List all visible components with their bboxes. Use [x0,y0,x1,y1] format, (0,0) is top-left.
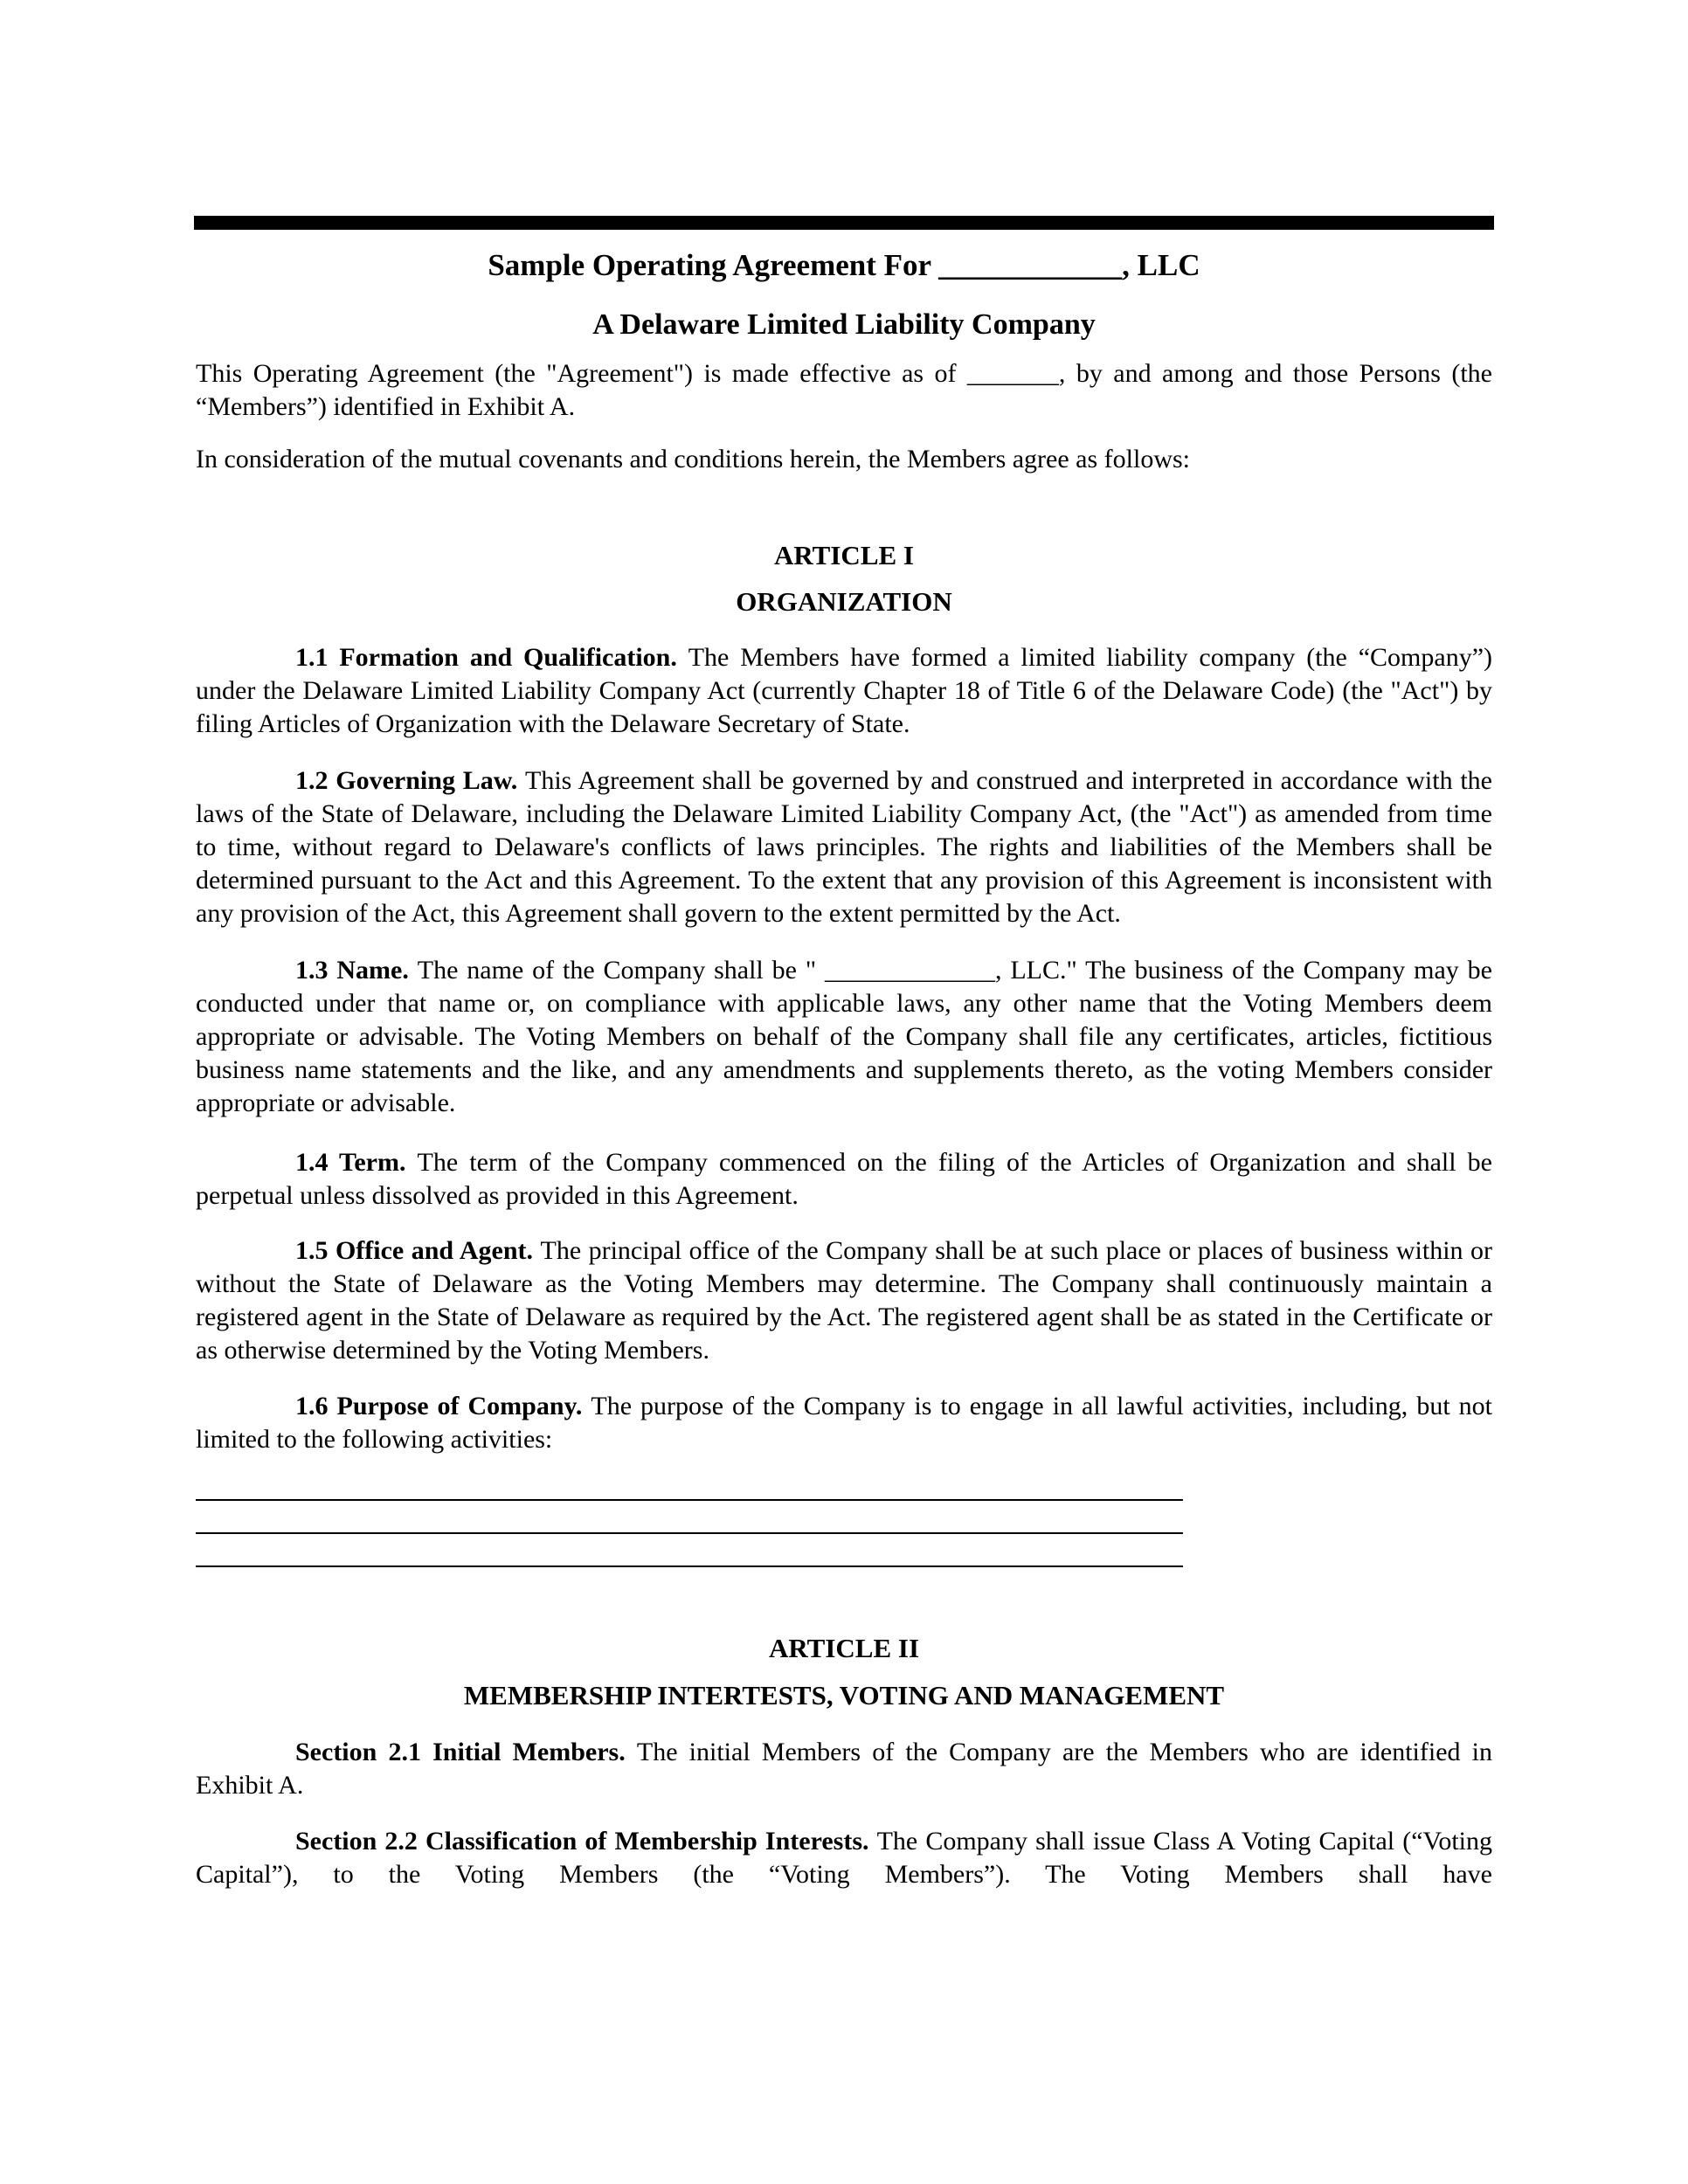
section-1-2-paragraph [196,764,1492,930]
section-1-1-label: 1.1 Formation and Qualification. [295,643,688,672]
section-2-2-text: The Company shall issue Class A Voting Capital (“Voting Capital”), to the Voting Members (the “Voting Members”). The Voting Members shall have [196,1827,1493,1889]
section-1-3-text: The name of the Company shall be " _____________, LLC." The business of the Company may be conducted under that name or, on compliance with applicable laws, any other name that the Voting Members deem appropriate or advisable. The Voting Members on behalf of the Company shall file any certificates, articles, fictitious business name statements and the like, and any amendments and supplements thereto, as the voting Members consider appropriate or advisable. [196,956,1492,1117]
fill-in-line [196,1501,1183,1534]
section-2-1-label: Section 2.1 Initial Members. [295,1738,637,1766]
article-2-heading: ARTICLE II [768,1633,920,1663]
article-1-heading: ARTICLE I [774,540,914,570]
page-title: Sample Operating Agreement For ____________, LLC [488,248,1200,282]
document-content [196,216,1492,1891]
section-1-5-label: 1.5 Office and Agent. [295,1236,541,1265]
section-2-1-text: The initial Members of the Company are the Members who are identified in Exhibit A. [196,1738,1492,1800]
section-1-4-label: 1.4 Term. [295,1148,418,1177]
section-1-3-paragraph [196,954,1492,1120]
section-1-6-paragraph [196,1390,1492,1456]
article-2-subheading: MEMBERSHIP INTERTESTS, VOTING AND MANAGEMENT [463,1680,1225,1711]
fill-in-line [196,1534,1183,1567]
section-2-2-paragraph [196,1825,1492,1891]
section-1-5-text: The principal office of the Company shall be at such place or places of business within or without the State of Delaware as the Voting Members may determine. The Company shall continuously maintain a registered agent in the State of Delaware as required by the Act. The registered agent shall be as stated in the Certificate or as otherwise determined by the Voting Members. [196,1236,1493,1365]
page-subtitle: A Delaware Limited Liability Company [592,308,1096,341]
section-1-3-label: 1.3 Name. [295,956,418,985]
fill-in-line [196,1468,1183,1501]
article-1-subheading: ORGANIZATION [736,586,952,617]
section-2-1-paragraph [196,1736,1492,1802]
intro-paragraph: This Operating Agreement (the "Agreement") is made effective as of _______, by and among and those Persons (the “Members”) identified in Exhibit A. [196,359,1492,421]
section-1-2-label: 1.2 Governing Law. [295,766,526,795]
section-2-2-label: Section 2.2 Classification of Membership Interests. [295,1827,877,1856]
top-divider-bar [194,216,1494,230]
section-1-1-text: The Members have formed a limited liability company (the “Company”) under the Delaware Limited Liability Company Act (currently Chapter 18 of Title 6 of the Delaware Code) (the "Act") by filing Articles of Organization with the Delaware Secretary of State. [196,643,1492,738]
section-1-4-text: The term of the Company commenced on the filing of the Articles of Organization and shall be perpetual unless dissolved as provided in this Agreement. [196,1148,1492,1210]
consideration-paragraph: In consideration of the mutual covenants and conditions herein, the Members agree as follows: [196,445,1191,473]
section-1-2-text: This Agreement shall be governed by and construed and interpreted in accordance with the laws of the State of Delaware, including the Delaware Limited Liability Company Act, (the "Act") as amended from time to time, without regard to Delaware's conflicts of laws principles. The rights and liabilities of the Members shall be determined pursuant to the Act and this Agreement. To the extent that any provision of this Agreement is inconsistent with any provision of the Act, this Agreement shall govern to the extent permitted by the Act. [196,766,1492,928]
section-1-1-paragraph [196,641,1492,741]
activities-fill-in-block [196,1468,1492,1567]
section-1-6-label: 1.6 Purpose of Company. [295,1392,591,1420]
section-1-5-paragraph [196,1234,1492,1367]
section-1-4-paragraph [196,1146,1492,1213]
section-1-6-text: The purpose of the Company is to engage in all lawful activities, including, but not limited to the following activities: [196,1392,1492,1454]
